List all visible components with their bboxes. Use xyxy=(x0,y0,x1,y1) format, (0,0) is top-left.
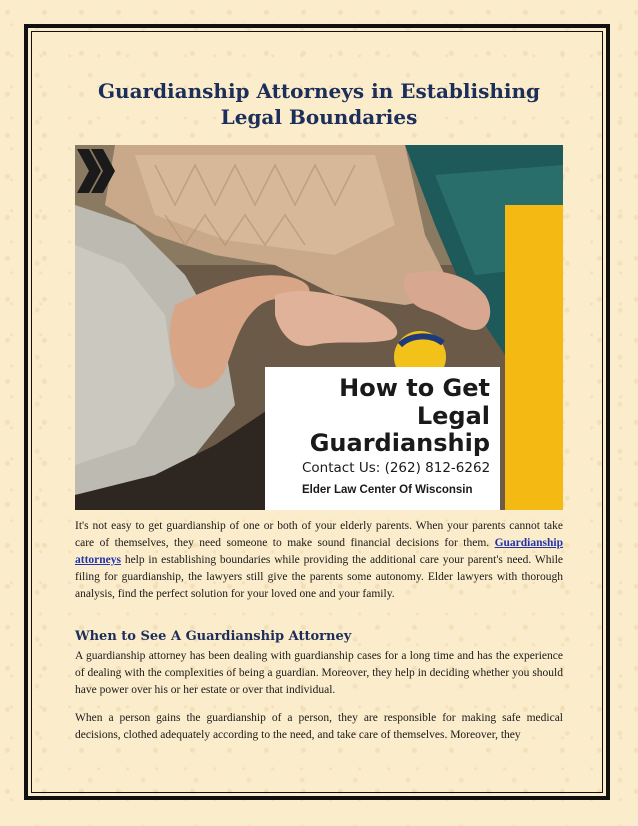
promo-contact: Contact Us: (262) 812-6262 xyxy=(302,460,491,476)
intro-paragraph: It's not easy to get guardianship of one or both of your elderly parents. When your parents cannot take care of themselves, they need someone to make sound financial decisions for them. Guardianship attorneys help in establishing boundaries while providing the additional care your parent's need. While filing for guardianship, the lawyers still give the parents some autonomy. Elder lawyers with thorough analysis, find the perfect solution for your loved one and your family. xyxy=(75,520,563,600)
double-chevron-icon xyxy=(75,145,117,197)
promo-line1: How to Get xyxy=(339,374,490,402)
promo-line2: Legal xyxy=(416,402,490,430)
guardianship-attorneys-link[interactable]: Guardianship attorneys xyxy=(75,537,563,566)
promo-organization: Elder Law Center Of Wisconsin xyxy=(302,484,473,496)
section-heading: When to See A Guardianship Attorney xyxy=(75,629,352,644)
promo-card xyxy=(265,367,500,510)
promo-line3: Guardianship xyxy=(309,429,490,457)
page-title: Guardianship Attorneys in Establishing Legal Boundaries xyxy=(97,79,541,129)
hero-image xyxy=(75,145,563,510)
paragraph-3: When a person gains the guardianship of a person, they are responsible for making safe medical decisions, clothed adequately according to the need, and take care of themselves. Moreover, they xyxy=(75,712,563,741)
paragraph-2: A guardianship attorney has been dealing with guardianship cases for a long time and has the experience of dealing with the complexities of being a guardian. Moreover, they help in deciding whether you should have power over his or her estate or over that individual. xyxy=(75,650,563,696)
